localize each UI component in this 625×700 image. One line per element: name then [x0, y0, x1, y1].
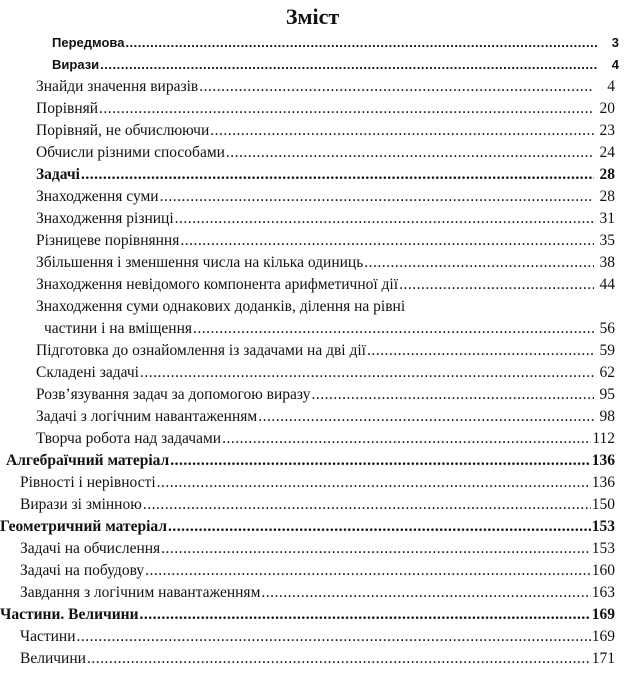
toc-entry-label: Завдання з логічним навантаженням — [20, 584, 261, 601]
toc-page-number: 160 — [591, 562, 615, 579]
dot-leader — [258, 406, 594, 428]
toc-page-number: 112 — [592, 430, 615, 447]
toc-entry[interactable] — [0, 230, 625, 252]
dot-leader — [311, 384, 594, 406]
toc-page-number: 35 — [599, 232, 615, 249]
dot-leader — [222, 428, 591, 450]
toc-entry-continuation[interactable] — [0, 318, 625, 340]
toc-entry-label: Порівняй, не обчислюючи — [36, 122, 210, 139]
toc-page-number: 153 — [591, 518, 615, 535]
dot-leader — [140, 604, 591, 626]
toc-entry-label: Складені задачі — [36, 364, 139, 381]
toc-entry-first-line[interactable] — [0, 296, 625, 318]
dot-leader — [168, 516, 591, 538]
toc-page-number: 98 — [599, 408, 615, 425]
toc-page-number: 169 — [591, 628, 615, 645]
toc-entry[interactable] — [0, 362, 625, 384]
toc-entry-label: Знайди значення виразів — [36, 78, 199, 95]
toc-page-number: 59 — [599, 342, 615, 359]
toc-entry-label: Знаходження суми однакових доданків, ділення на рівні — [36, 298, 406, 315]
toc-entry[interactable] — [0, 582, 625, 604]
toc-entry[interactable] — [0, 76, 625, 98]
toc-entry-label: Задачі — [36, 166, 80, 183]
dot-leader — [157, 472, 591, 494]
toc-page-number: 62 — [599, 364, 615, 381]
dot-leader — [367, 340, 594, 362]
toc-entry[interactable] — [0, 560, 625, 582]
dot-leader — [193, 318, 594, 340]
toc-page-number: 163 — [591, 584, 615, 601]
toc-page-number: 31 — [599, 210, 615, 227]
table-of-contents — [0, 32, 625, 670]
dot-leader — [100, 54, 598, 76]
toc-page-number: 28 — [599, 188, 615, 205]
toc-entry[interactable] — [0, 252, 625, 274]
dot-leader — [160, 186, 594, 208]
toc-entry[interactable] — [0, 208, 625, 230]
toc-entry-label: Частини — [20, 628, 76, 645]
toc-entry[interactable] — [0, 120, 625, 142]
toc-page-number: 3 — [611, 35, 619, 50]
toc-entry-label: Частини. Величини — [0, 606, 139, 623]
toc-page-number: 136 — [591, 452, 615, 469]
toc-entry-label: Порівняй — [36, 100, 99, 117]
toc-entry-label: Знаходження суми — [36, 188, 159, 205]
toc-entry[interactable] — [0, 186, 625, 208]
dot-leader — [399, 274, 594, 296]
toc-entry-label: Знаходження невідомого компонента арифметичної дії — [36, 276, 399, 293]
toc-entry-label: Обчисли різними способами — [36, 144, 225, 161]
toc-section-geometry[interactable] — [0, 516, 625, 538]
toc-page-number: 95 — [599, 386, 615, 403]
toc-page-number: 171 — [591, 650, 615, 667]
toc-entry-label: Алгебраїчний матеріал — [6, 452, 170, 469]
toc-entry-label: Вирази зі змінною — [20, 496, 142, 513]
dot-leader — [226, 142, 594, 164]
toc-entry-label: Задачі на побудову — [20, 562, 145, 579]
dot-leader — [125, 32, 598, 54]
page-title: Зміст — [285, 4, 340, 29]
toc-entry[interactable] — [0, 472, 625, 494]
toc-entry[interactable] — [0, 384, 625, 406]
dot-leader — [364, 252, 594, 274]
dot-leader — [261, 582, 590, 604]
toc-entry[interactable] — [0, 406, 625, 428]
toc-entry-label-continued: частини і на вміщення — [44, 320, 193, 337]
toc-page-number: 169 — [591, 606, 615, 623]
toc-page-number: 28 — [599, 166, 615, 183]
toc-page-number: 4 — [607, 78, 615, 95]
dot-leader — [199, 76, 594, 98]
toc-page-number: 150 — [591, 496, 615, 513]
toc-entry-label: Творча робота над задачами — [36, 430, 222, 447]
dot-leader — [145, 560, 591, 582]
dot-leader — [87, 648, 591, 670]
toc-page-number: 20 — [599, 100, 615, 117]
dot-leader — [180, 230, 594, 252]
dot-leader — [77, 626, 591, 648]
dot-leader — [210, 120, 594, 142]
toc-page-number: 44 — [599, 276, 615, 293]
toc-entry[interactable] — [0, 626, 625, 648]
toc-page-number: 24 — [599, 144, 615, 161]
dot-leader — [81, 164, 594, 186]
dot-leader — [170, 450, 591, 472]
toc-entry[interactable] — [0, 428, 625, 450]
toc-entry-label: Збільшення і зменшення числа на кілька одиниць — [36, 254, 364, 271]
dot-leader — [140, 362, 594, 384]
toc-entry-label: Передмова — [52, 35, 125, 50]
toc-page-number: 4 — [611, 57, 619, 72]
toc-entry-expressions[interactable] — [0, 54, 625, 76]
toc-entry[interactable] — [0, 648, 625, 670]
toc-page-number: 153 — [591, 540, 615, 557]
toc-page-number: 38 — [599, 254, 615, 271]
toc-entry-label: Різницеве порівняння — [36, 232, 180, 249]
toc-entry[interactable] — [0, 98, 625, 120]
toc-entry-label: Величини — [20, 650, 86, 667]
toc-section-parts-quantities[interactable] — [0, 604, 625, 626]
toc-entry-label: Знаходження різниці — [36, 210, 174, 227]
toc-entry-label: Розв’язування задач за допомогою виразу — [36, 386, 311, 403]
dot-leader — [175, 208, 594, 230]
toc-entry-foreword[interactable] — [0, 32, 625, 54]
toc-entry-label: Задачі з логічним навантаженням — [36, 408, 258, 425]
toc-entry[interactable] — [0, 274, 625, 296]
toc-page-number: 136 — [591, 474, 615, 491]
toc-entry[interactable] — [0, 142, 625, 164]
toc-page-number: 23 — [599, 122, 615, 139]
toc-entry[interactable] — [0, 538, 625, 560]
toc-entry-label: Підготовка до ознайомлення із задачами на дві дії — [36, 342, 366, 359]
dot-leader — [143, 494, 591, 516]
toc-page-number: 56 — [599, 320, 615, 337]
dot-leader — [99, 98, 594, 120]
toc-section-tasks[interactable] — [0, 164, 625, 186]
toc-section-algebra[interactable] — [0, 450, 625, 472]
toc-entry-label: Геометричний матеріал — [0, 518, 168, 535]
toc-entry-label: Вирази — [52, 57, 100, 72]
toc-entry-label: Задачі на обчислення — [20, 540, 161, 557]
toc-entry[interactable] — [0, 494, 625, 516]
toc-entry-label: Рівності і нерівності — [20, 474, 156, 491]
toc-entry[interactable] — [0, 340, 625, 362]
dot-leader — [161, 538, 591, 560]
